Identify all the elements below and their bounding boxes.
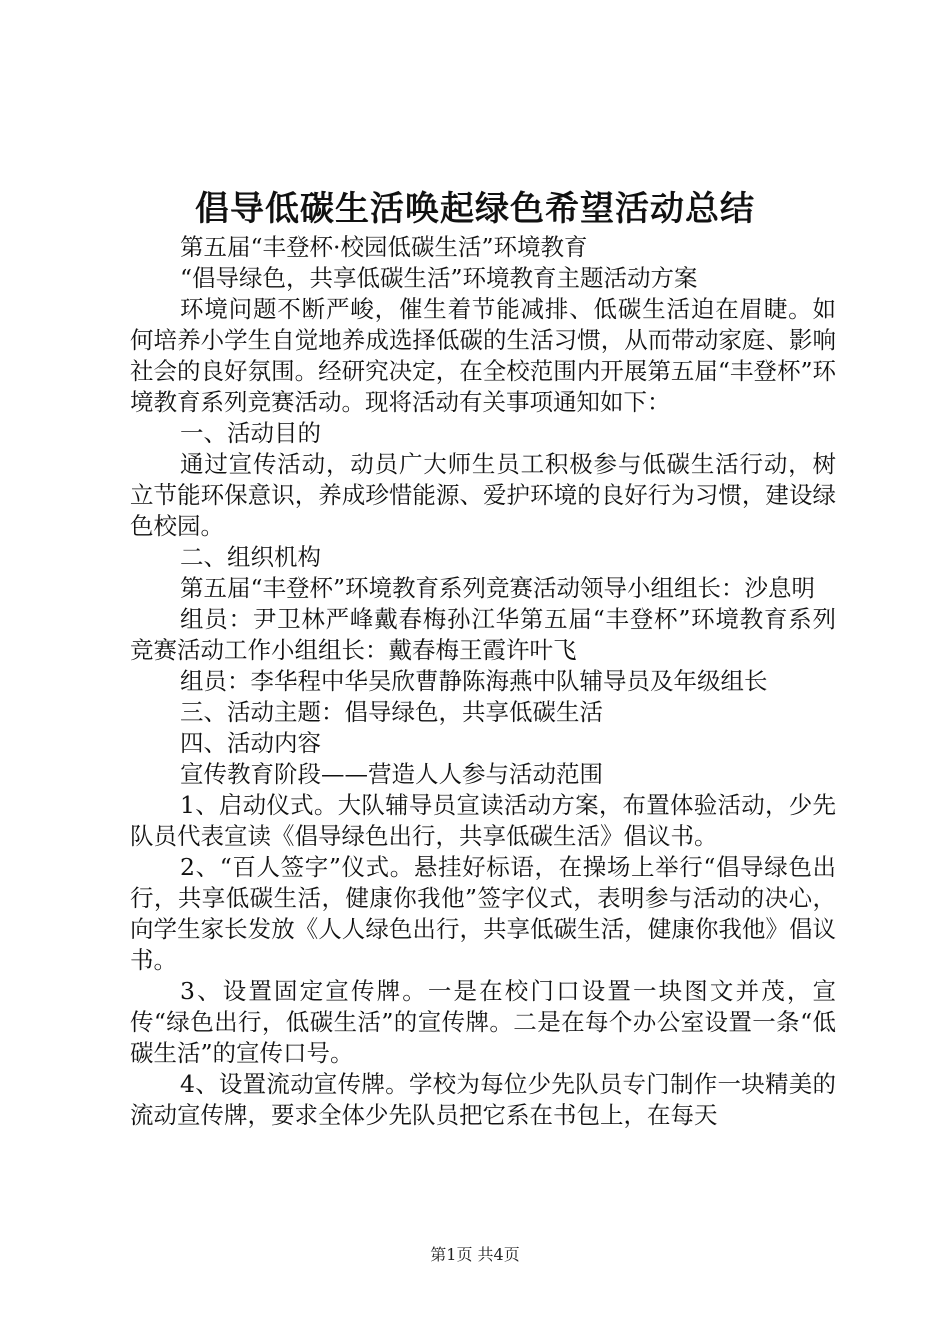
- paragraph-members-1: 组员：尹卫林严峰戴春梅孙江华第五届“丰登杯”环境教育系列竞赛活动工作小组组长：戴春梅王霞许叶飞: [130, 605, 836, 664]
- paragraph-members-2: 组员：李华程中华吴欣曹静陈海燕中队辅导员及年级组长: [180, 667, 768, 695]
- paragraph-stage: 宣传教育阶段——营造人人参与活动范围: [180, 760, 603, 788]
- paragraph-item-3: 3、设置固定宣传牌。一是在校门口设置一块图文并茂，宣传“绿色出行，低碳生活”的宣传牌。二是在每个办公室设置一条“低碳生活”的宣传口号。: [130, 977, 836, 1067]
- document-title: 倡导低碳生活唤起绿色希望活动总结: [195, 189, 755, 229]
- paragraph-item-4: 4、设置流动宣传牌。学校为每位少先队员专门制作一块精美的流动宣传牌，要求全体少先队员把它系在书包上，在每天: [130, 1070, 836, 1129]
- paragraph-purpose: 通过宣传活动，动员广大师生员工积极参与低碳生活行动，树立节能环保意识，养成珍惜能源、爱护环境的良好行为习惯，建设绿色校园。: [130, 450, 836, 540]
- heading-purpose: 一、活动目的: [180, 419, 321, 447]
- paragraph-intro: 环境问题不断严峻，催生着节能减排、低碳生活迫在眉睫。如何培养小学生自觉地养成选择低碳的生活习惯，从而带动家庭、影响社会的良好氛围。经研究决定，在全校范围内开展第五届“丰登杯”环境教育系列竞赛活动。现将活动有关事项通知如下：: [130, 295, 836, 416]
- page-number: 第1页 共4页: [430, 1245, 520, 1264]
- heading-organization: 二、组织机构: [180, 543, 321, 571]
- document-body: [130, 232, 836, 1131]
- heading-content: 四、活动内容: [180, 729, 321, 757]
- paragraph-subtitle-2: “倡导绿色，共享低碳生活”环境教育主题活动方案: [180, 264, 698, 292]
- paragraph-leader-group: 第五届“丰登杯”环境教育系列竞赛活动领导小组组长：沙息明: [180, 574, 816, 602]
- paragraph-item-2: 2、“百人签字”仪式。悬挂好标语，在操场上举行“倡导绿色出行，共享低碳生活，健康你我他”签字仪式，表明参与活动的决心，向学生家长发放《人人绿色出行，共享低碳生活，健康你我他》倡议书。: [130, 853, 836, 974]
- paragraph-item-1: 1、启动仪式。大队辅导员宣读活动方案，布置体验活动，少先队员代表宣读《倡导绿色出行，共享低碳生活》倡议书。: [130, 791, 836, 850]
- paragraph-subtitle-1: 第五届“丰登杯·校园低碳生活”环境教育: [180, 233, 588, 261]
- heading-theme: 三、活动主题：倡导绿色，共享低碳生活: [180, 698, 603, 726]
